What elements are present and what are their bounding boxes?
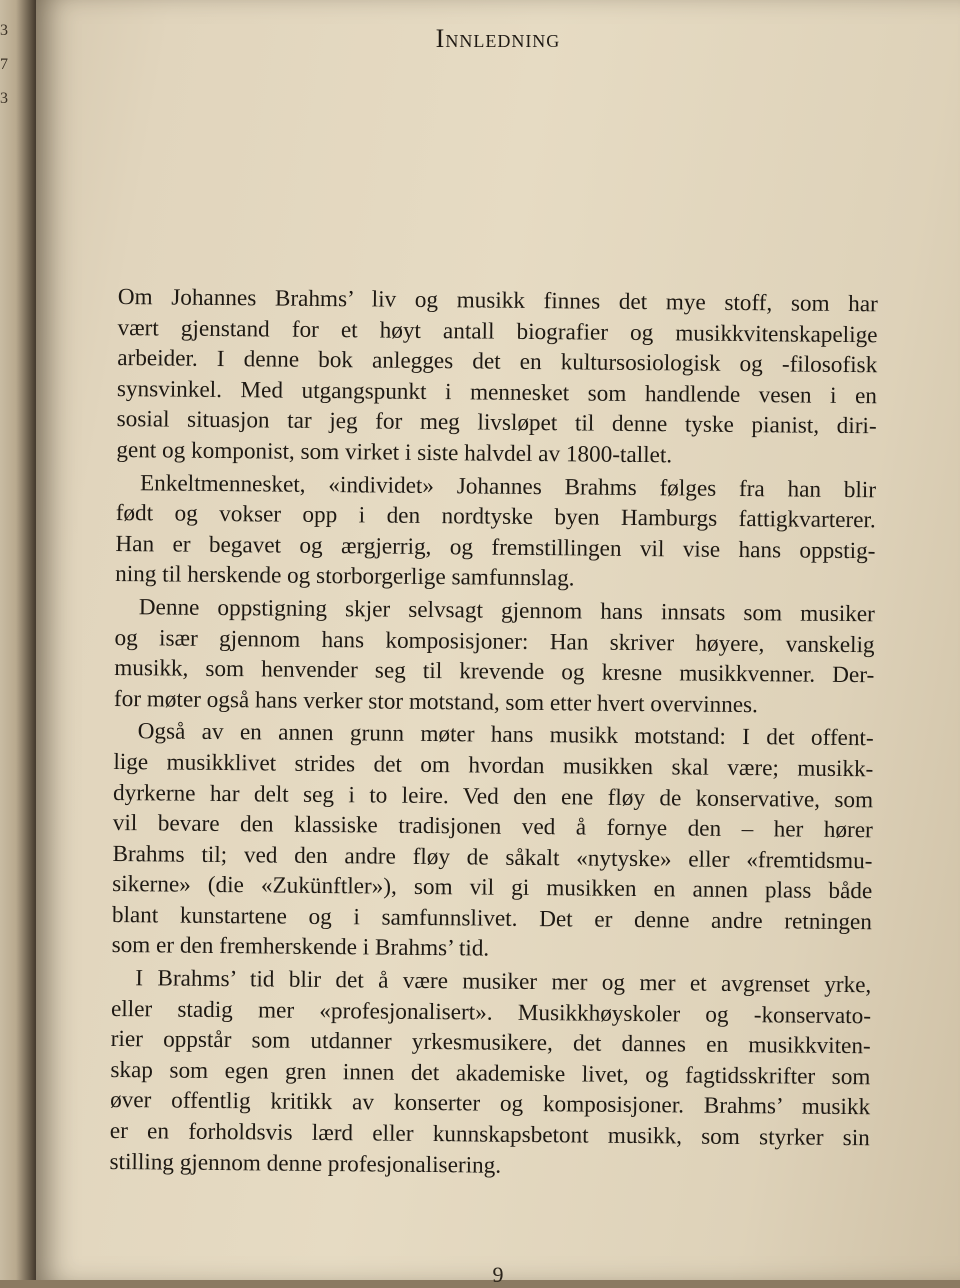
left-page-edge	[0, 0, 40, 1280]
text-line: Brahms til; ved den andre fløy de såkalt «nytyske» eller «fremtidsmu-	[112, 840, 873, 874]
text-line: musikk, som henvender seg til krevende og kresne musikkvenner. Der-	[114, 655, 875, 689]
text-line: rier oppstår som utdanner yrkesmusikere, det dannes en musikkviten-	[110, 1026, 871, 1060]
text-line: for møter også hans verker stor motstand, som etter hvert overvinnes.	[113, 685, 759, 718]
text-line: synsvinkel. Med utgangspunkt i mennesket som handlende vesen i en	[116, 375, 878, 410]
book-page	[36, 0, 960, 1287]
text-line: vært gjenstand for et høyt antall biografier og musikkvitenskapelige	[117, 314, 878, 348]
text-line: arbeider. I denne bok anlegges det en kultursosiologisk og -filosofisk	[117, 345, 878, 379]
text-line: gent og komponist, som virket i siste halvdel av 1800-tallet.	[116, 436, 673, 469]
text-line: Enkeltmennesket, «individet» Johannes Brahms følges fra han blir	[139, 469, 877, 503]
text-line: vil bevare den klassiske tradisjonen ved å fornye den – her hører	[112, 810, 873, 844]
text-line: Han er begavet og ærgjerrig, og fremstillingen vil vise hans oppstig-	[115, 530, 876, 565]
text-line: og især gjennom hans komposisjoner: Han skriver høyere, vanskelig	[114, 624, 875, 658]
page-number: 9	[492, 1262, 504, 1287]
text-line: dyrkerne har delt seg i to leire. Ved den ene fløy de konservative, som	[112, 779, 874, 813]
text-line: Også av en annen grunn møter hans musikk motstand: I det offent-	[137, 718, 874, 752]
text-line: blant kunstartene og i samfunnslivet. Det er denne andre retningen	[111, 901, 873, 936]
text-line: øver offentlig kritikk av konserter og komposisjoner. Brahms’ musikk	[110, 1087, 871, 1121]
text-line: Om Johannes Brahms’ liv og musikk finnes det mye stoff, som har	[117, 283, 878, 318]
text-line: I Brahms’ tid blir det å være musiker mer og mer et avgrenset yrke,	[135, 965, 872, 999]
text-line: skap som egen gren innen det akademiske livet, og fagtidsskrifter som	[110, 1056, 871, 1091]
paragraph	[116, 282, 878, 473]
left-edge-mark: 3	[0, 22, 8, 39]
paragraph	[114, 592, 875, 722]
text-line: sikerne» (die «Zukünftler»), som vil gi musikken en annen plass både	[112, 871, 873, 905]
text-line: sosial situasjon tar jeg for meg livsløpet til denne tyske pianist, diri-	[116, 406, 877, 440]
body-text	[109, 282, 878, 1184]
text-line: ning til herskende og storborgerlige samfunnslag.	[115, 561, 575, 592]
running-head: Innledning	[435, 24, 561, 53]
paragraph	[115, 468, 876, 598]
text-line: lige musikklivet strides det om hvordan musikken skal være; musikk-	[113, 748, 874, 783]
text-line: eller stadig mer «profesjonalisert». Musikkhøyskoler og -konservato-	[110, 995, 872, 1029]
text-line: som er den fremherskende i Brahms’ tid.	[111, 932, 490, 963]
paragraph	[109, 963, 871, 1184]
left-edge-mark: 3	[0, 90, 8, 107]
paragraph	[111, 716, 873, 968]
left-edge-mark: 7	[0, 56, 8, 73]
text-line: født og vokser opp i den nordtyske byen Hamburgs fattigkvarterer.	[115, 500, 876, 534]
text-line: Denne oppstigning skjer selvsagt gjennom hans innsats som musiker	[138, 594, 875, 628]
text-line: er en forholdsvis lærd eller kunnskapsbetont musikk, som styrker sin	[109, 1117, 870, 1152]
text-line: stilling gjennom denne profesjonalisering.	[109, 1148, 502, 1179]
